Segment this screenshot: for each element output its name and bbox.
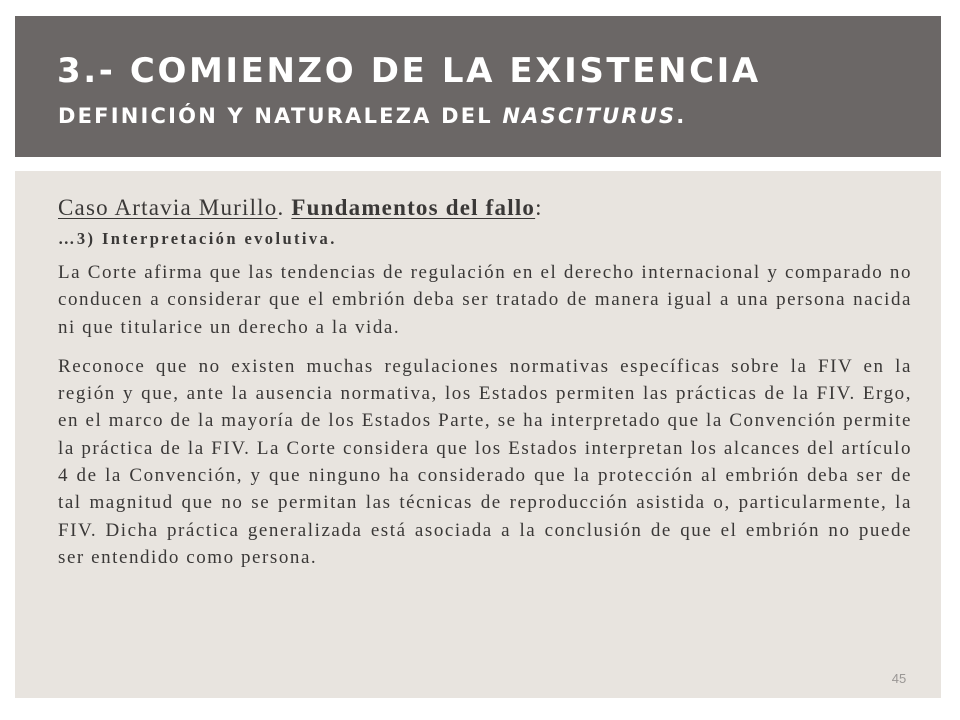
case-separator: . (277, 195, 292, 220)
slide-subtitle (58, 106, 686, 127)
content-body (58, 192, 912, 571)
case-colon: : (535, 195, 543, 220)
case-name: Caso Artavia Murillo (58, 195, 278, 220)
point-heading: …3) Interpretación evolutiva. (58, 229, 337, 248)
subtitle-latin-term: NASCITURUS (502, 104, 677, 128)
paragraph-1: La Corte afirma que las tendencias de regulación en el derecho internacional y comparado no conducen a considerar que el embrión deba ser tratado de manera igual a una persona nacida ni que titularice un derecho a la vida. (58, 262, 912, 338)
slide-title: 3.- COMIENZO DE LA EXISTENCIA (57, 51, 761, 91)
case-section-heading: Fundamentos del fallo (291, 195, 536, 220)
subtitle-period: . (676, 104, 687, 128)
paragraph-2: Reconoce que no existen muchas regulaciones normativas específicas sobre la FIV en la región y que, ante la ausencia normativa, los Estados permiten las prácticas de la FIV. Ergo, en el marco de la mayoría de los Estados Parte, se ha interpretado que la Convención permite la práctica de la FIV. La Corte considera que los Estados interpretan los alcances del artículo 4 de la Convención, y que ninguno ha considerado que la protección al embrión deba ser de tal magnitud que no se permitan las técnicas de reproducción asistida o, particularmente, la FIV. Dicha práctica generalizada está asociada a la conclusión de que el embrión no puede ser entendido como persona. (58, 355, 912, 568)
page-number: 45 (891, 671, 907, 686)
case-heading-line (58, 192, 912, 224)
subtitle-text: DEFINICIÓN Y NATURALEZA DEL (58, 104, 503, 128)
